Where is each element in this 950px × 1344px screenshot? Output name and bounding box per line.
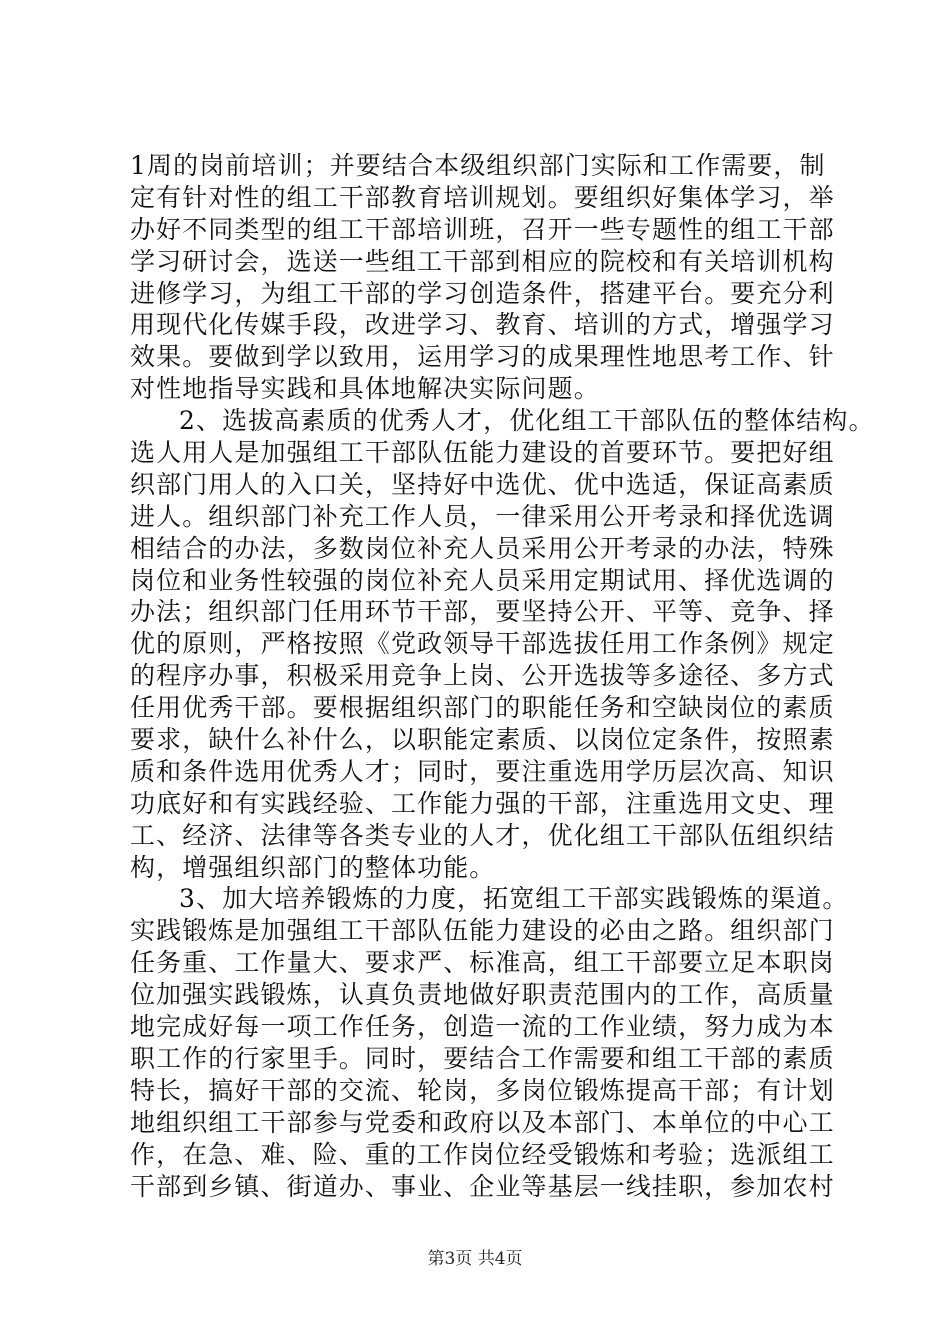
- text-line: 织部门用人的入口关，坚持好中选优、优中选适，保证高素质: [130, 469, 835, 499]
- text-line: 职工作的行家里手。同时，要结合工作需要和组工干部的素质: [130, 1043, 835, 1073]
- text-line: 干部到乡镇、街道办、事业、企业等基层一线挂职，参加农村: [130, 1171, 835, 1201]
- text-line: 地完成好每一项工作任务，创造一流的工作业绩，努力成为本: [130, 1012, 835, 1042]
- text-line: 定有针对性的组工干部教育培训规划。要组织好集体学习，举: [130, 182, 835, 212]
- text-line: 选人用人是加强组工干部队伍能力建设的首要环节。要把好组: [130, 438, 835, 468]
- text-line: 对性地指导实践和具体地解决实际问题。: [130, 374, 600, 404]
- text-line: 进修学习，为组工干部的学习创造条件，搭建平台。要充分利: [130, 278, 835, 308]
- text-line: 办法；组织部门任用环节干部，要坚持公开、平等、竞争、择: [130, 597, 835, 627]
- text-line: 实践锻炼是加强组工干部队伍能力建设的必由之路。组织部门: [130, 916, 835, 946]
- document-body: [130, 150, 875, 1202]
- text-line: 工、经济、法律等各类专业的人才，优化组工干部队伍组织结: [130, 820, 835, 850]
- text-line: 办好不同类型的组工干部培训班，召开一些专题性的组工干部: [130, 214, 835, 244]
- page-footer: 第3页 共4页: [427, 1249, 523, 1269]
- text-line: 地组织组工干部参与党委和政府以及本部门、本单位的中心工: [130, 1107, 835, 1137]
- text-line: 要求，缺什么补什么，以职能定素质、以岗位定条件，按照素: [130, 725, 835, 755]
- text-line: 任务重、工作量大、要求严、标准高，组工干部要立足本职岗: [130, 948, 835, 978]
- text-line: 任用优秀干部。要根据组织部门的职能任务和空缺岗位的素质: [130, 693, 835, 723]
- text-line: 质和条件选用优秀人才；同时，要注重选用学历层次高、知识: [130, 756, 835, 786]
- text-line: 功底好和有实践经验、工作能力强的干部，注重选用文史、理: [130, 788, 835, 818]
- text-line: 效果。要做到学以致用，运用学习的成果理性地思考工作、针: [130, 342, 835, 372]
- text-line: 位加强实践锻炼，认真负责地做好职责范围内的工作，高质量: [130, 980, 835, 1010]
- text-line: 的程序办事，积极采用竞争上岗、公开选拔等多途径、多方式: [130, 661, 835, 691]
- text-line: 3、加大培养锻炼的力度，拓宽组工干部实践锻炼的渠道。: [179, 884, 849, 914]
- text-line: 1周的岗前培训；并要结合本级组织部门实际和工作需要，制: [130, 151, 826, 180]
- text-line: 优的原则，严格按照《党政领导干部选拔任用工作条例》规定: [130, 629, 835, 659]
- text-line: 2、选拔高素质的优秀人才，优化组工干部队伍的整体结构。: [179, 406, 875, 436]
- text-line: 构，增强组织部门的整体功能。: [130, 852, 496, 882]
- text-line: 进人。组织部门补充工作人员，一律采用公开考录和择优选调: [130, 501, 835, 531]
- text-line: 用现代化传媒手段，改进学习、教育、培训的方式，增强学习: [130, 310, 835, 340]
- text-line: 特长，搞好干部的交流、轮岗，多岗位锻炼提高干部；有计划: [130, 1075, 835, 1105]
- text-line: 作，在急、难、险、重的工作岗位经受锻炼和考验；选派组工: [130, 1139, 835, 1169]
- text-line: 相结合的办法，多数岗位补充人员采用公开考录的办法，特殊: [130, 533, 835, 563]
- text-line: 岗位和业务性较强的岗位补充人员采用定期试用、择优选调的: [130, 565, 835, 595]
- text-line: 学习研讨会，选送一些组工干部到相应的院校和有关培训机构: [130, 246, 835, 276]
